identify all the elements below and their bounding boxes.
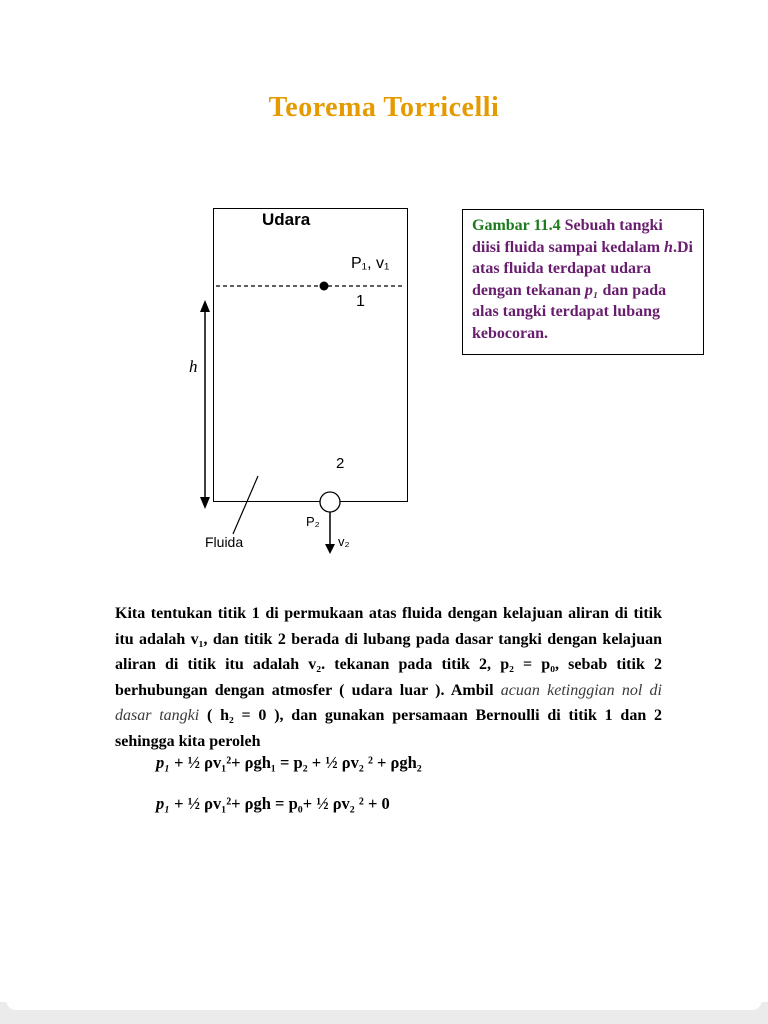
point1-marker bbox=[320, 282, 329, 291]
bernoulli-equation-1 bbox=[156, 753, 422, 773]
equation2-lead-symbol: p₁ bbox=[156, 794, 171, 813]
body-text-italic: acuan ketinggian nol di dasar tangki bbox=[115, 681, 663, 725]
body-text-2: ( h₂ = 0 ), dan gunakan persamaan Bernoulli di titik 1 dan 2 sehingga kita peroleh bbox=[115, 707, 662, 750]
outflow-arrow-head bbox=[325, 544, 335, 554]
page-title: Teorema Torricelli bbox=[268, 92, 500, 123]
point2-label: 2 bbox=[336, 455, 345, 472]
point1-label: 1 bbox=[356, 293, 365, 310]
figure-caption-number: Gambar 11.4 bbox=[472, 217, 561, 234]
body-text-1: Kita tentukan titik 1 di permukaan atas fluida dengan kelajuan aliran di titik itu adalah v₁, dan titik 2 berada di lubang pada dasar tangki dengan kelajuan aliran di titik itu adalah v₂. tekanan pada titik 2, p₂ = p₀, sebab titik 2 berhubungan dengan atmosfer ( udara luar ). Ambil bbox=[115, 605, 662, 699]
height-h-label: h bbox=[189, 357, 198, 376]
figure-caption-text-2: .Di atas fluida terdapat udara dengan tekanan bbox=[472, 238, 693, 299]
p2-label: P₂ bbox=[306, 514, 320, 529]
v2-label: v₂ bbox=[338, 534, 350, 549]
fluida-pointer-line bbox=[233, 476, 258, 534]
fluida-label: Fluida bbox=[205, 534, 244, 550]
equation1-body: + ½ ρv₁²+ ρgh₁ = p₂ + ½ ρv₂ ² + ρgh₂ bbox=[170, 753, 422, 772]
udara-label: Udara bbox=[262, 210, 311, 229]
equation2-body: + ½ ρv₁²+ ρgh = p₀+ ½ ρv₂ ² + 0 bbox=[170, 794, 390, 813]
figure-caption-box bbox=[462, 209, 704, 355]
leak-hole-circle bbox=[320, 492, 340, 512]
page-bottom-curve bbox=[6, 996, 762, 1010]
height-arrow-bottom-head bbox=[200, 497, 210, 509]
figure-caption-text-3: dan pada alas tangki terdapat lubang kebocoran. bbox=[472, 281, 667, 342]
p1-v1-label: P₁, v₁ bbox=[351, 255, 390, 272]
height-arrow-top-head bbox=[200, 300, 210, 312]
equation1-lead-symbol: p₁ bbox=[156, 753, 171, 772]
figure-caption-text-1: Sebuah tangki diisi fluida sampai kedalam bbox=[472, 217, 665, 256]
bernoulli-equation-2 bbox=[156, 794, 390, 814]
figure-caption-p1-symbol: p₁ bbox=[584, 281, 599, 299]
body-paragraph bbox=[115, 601, 662, 755]
figure-caption-h-symbol: h bbox=[664, 238, 673, 256]
